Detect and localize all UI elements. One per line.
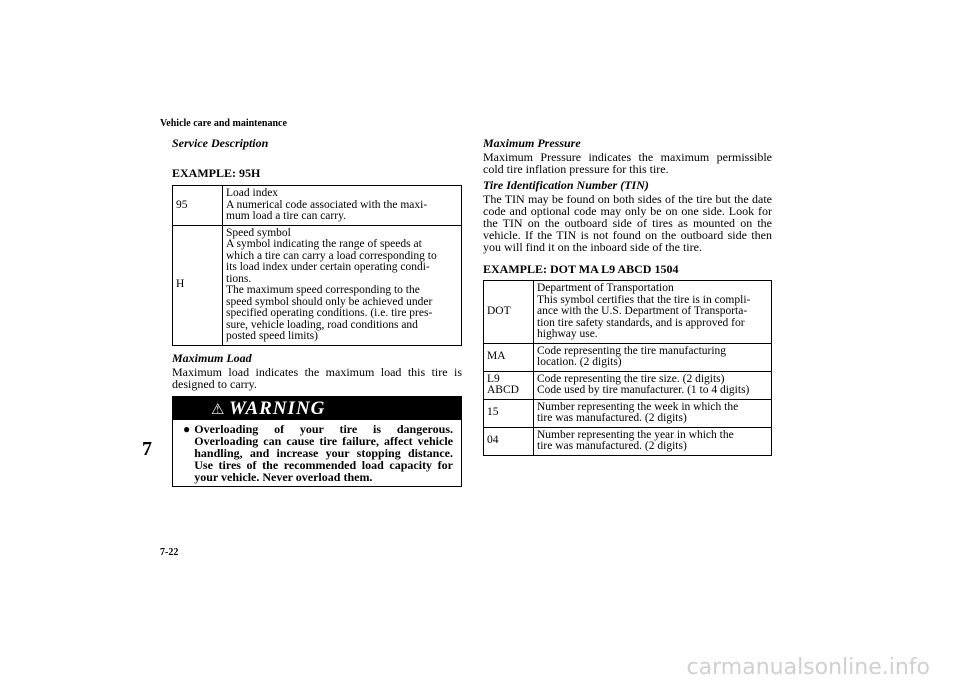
description-line: This symbol certifies that the tire is in compli- <box>537 293 751 306</box>
description-line: speed symbol should only be achieved under <box>226 295 433 308</box>
description-line: location. (2 digits) <box>537 356 622 368</box>
description-line: tire was manufactured. (2 digits) <box>537 412 687 424</box>
table-row <box>484 371 772 399</box>
code-cell: L9 ABCD <box>484 371 534 399</box>
speed-load-table <box>172 185 462 346</box>
warning-title: WARNING <box>229 397 326 419</box>
description-cell <box>534 343 772 371</box>
code-cell: H <box>173 225 223 345</box>
bullet-dot-icon: ● <box>183 421 191 436</box>
description-line: tire was manufactured. (2 digits) <box>537 440 687 452</box>
right-column <box>483 136 772 456</box>
description-line: Department of Transportation <box>537 282 674 294</box>
description-line: Code representing the tire size. (2 digits) <box>537 372 725 385</box>
description-line: A symbol indicating the range of speeds at <box>226 238 422 250</box>
description-line: Speed symbol <box>226 226 291 239</box>
description-cell <box>534 399 772 427</box>
code-cell: MA <box>484 343 534 371</box>
tin-text: The TIN may be found on both sides of the tire but the date code and optional code may only be on one side. Look for the TIN on the outboard side of tires as mounted on the vehicle. If the TIN is not found on the outboard side then you will find it on the inboard side of the tire. <box>483 192 772 254</box>
maximum-load-heading: Maximum Load <box>172 350 252 365</box>
description-line: highway use. <box>537 328 598 340</box>
maximum-pressure-heading: Maximum Pressure <box>483 136 581 150</box>
tin-heading: Tire Identification Number (TIN) <box>483 178 649 192</box>
description-line: Load index <box>226 187 279 199</box>
code-cell: 15 <box>484 399 534 427</box>
description-line: A numerical code associated with the maxi- <box>226 198 428 211</box>
description-line: ance with the U.S. Department of Transporta- <box>537 305 748 317</box>
table-row <box>484 399 772 427</box>
table-row <box>173 186 462 226</box>
service-description-heading: Service Description <box>172 136 269 150</box>
warning-text: Overloading of your tire is dangerous. Overloading can cause tire failure, affect vehicle handling, and increase your stopping distance. Use tires of the recommended load capacity for your vehicle. Never overload them. <box>194 421 453 484</box>
description-line: posted speed limits) <box>226 330 318 342</box>
warning-box <box>172 396 462 487</box>
section-header: Vehicle care and maintenance <box>160 118 287 129</box>
maximum-load-text: Maximum load indicates the maximum load this tire is designed to carry. <box>172 364 462 391</box>
description-cell <box>223 225 462 345</box>
description-cell <box>223 186 462 226</box>
warning-header <box>173 397 461 420</box>
table-row <box>484 427 772 455</box>
description-line: Number representing the week in which the <box>537 400 739 413</box>
description-line: Code representing the tire manufacturing <box>537 344 727 357</box>
description-line: Number representing the year in which the <box>537 428 734 441</box>
description-cell <box>534 371 772 399</box>
warning-triangle-icon: ⚠ <box>211 401 225 418</box>
description-line: Code used by tire manufacturer. (1 to 4 digits) <box>537 384 750 396</box>
table-row <box>484 281 772 344</box>
code-cell: 04 <box>484 427 534 455</box>
dot-code-table <box>483 280 772 456</box>
left-column <box>172 136 462 487</box>
description-cell <box>534 281 772 344</box>
chapter-number: 7 <box>142 438 152 460</box>
description-cell <box>534 427 772 455</box>
description-line: tion tire safety standards, and is approved for <box>537 316 745 329</box>
code-cell: 95 <box>173 186 223 226</box>
description-line: which a tire can carry a load corresponding to <box>226 249 437 262</box>
code-cell: DOT <box>484 281 534 344</box>
description-line: its load index under certain operating condi- <box>226 261 430 273</box>
description-line: tions. <box>226 272 252 285</box>
description-line: sure, vehicle loading, road conditions and <box>226 318 418 331</box>
table-row <box>484 343 772 371</box>
maximum-pressure-text: Maximum Pressure indicates the maximum permissible cold tire inflation pressure for this tire. <box>483 150 772 176</box>
description-line: The maximum speed corresponding to the <box>226 284 420 296</box>
description-line: specified operating conditions. (i.e. tire pres- <box>226 307 433 319</box>
example-dot-heading: EXAMPLE: DOT MA L9 ABCD 1504 <box>483 262 679 276</box>
warning-body <box>173 420 461 486</box>
example-95h-heading: EXAMPLE: 95H <box>172 166 261 180</box>
page-number: 7-22 <box>160 547 179 558</box>
table-row <box>173 225 462 345</box>
watermark: carmanualsonline.info <box>686 655 930 680</box>
description-line: mum load a tire can carry. <box>226 210 346 222</box>
